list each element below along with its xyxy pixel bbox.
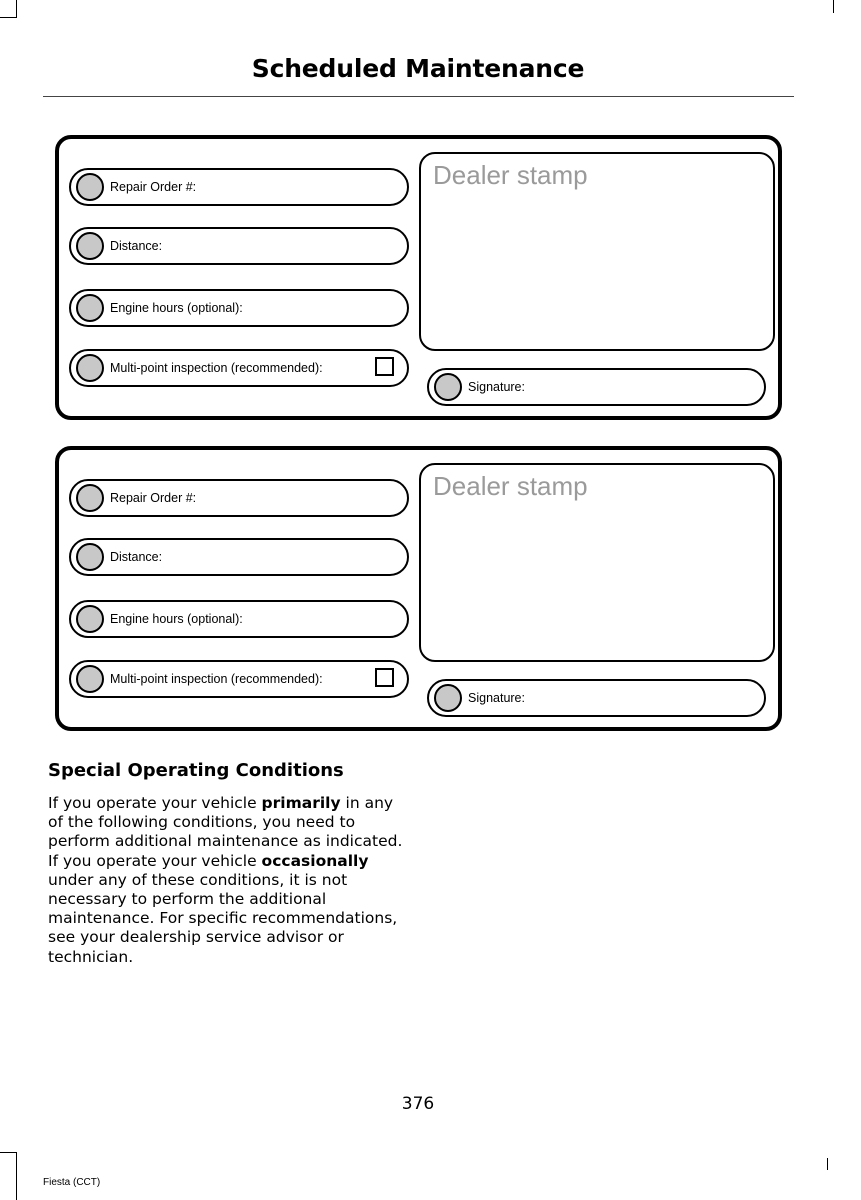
bullet-circle-icon [76, 173, 104, 201]
paragraph-text: in any of the following conditions, you need to perform additional maintenance as indicated. If you operate your vehicle [48, 794, 403, 870]
engine-hours-field[interactable] [69, 600, 409, 638]
footer-label: Fiesta (CCT) [43, 1177, 101, 1188]
maintenance-record-card [55, 446, 782, 731]
crop-mark-top-left-horizontal [0, 17, 17, 18]
page-title: Scheduled Maintenance [251, 54, 585, 83]
bullet-circle-icon [434, 373, 462, 401]
engine-hours-label: Engine hours (optional): [110, 301, 243, 315]
dealer-stamp-box [419, 152, 775, 351]
repair-order-field[interactable] [69, 479, 409, 517]
inspection-checkbox[interactable] [375, 668, 394, 687]
bullet-circle-icon [76, 665, 104, 693]
bullet-circle-icon [76, 484, 104, 512]
inspection-checkbox[interactable] [375, 357, 394, 376]
emphasis-primarily: primarily [261, 794, 341, 812]
multi-point-inspection-label: Multi-point inspection (recommended): [110, 361, 323, 375]
crop-mark-top-right [833, 0, 834, 13]
repair-order-label: Repair Order #: [110, 180, 197, 194]
section-heading: Special Operating Conditions [48, 760, 344, 781]
bullet-circle-icon [76, 232, 104, 260]
bullet-circle-icon [434, 684, 462, 712]
multi-point-inspection-field [69, 349, 409, 387]
crop-mark-bottom-left [16, 1152, 17, 1200]
section-paragraph [48, 794, 408, 967]
crop-mark-bottom-left-horizontal [0, 1152, 17, 1153]
distance-field[interactable] [69, 538, 409, 576]
crop-mark-bottom-right [827, 1158, 828, 1170]
emphasis-occasionally: occasionally [261, 851, 369, 870]
page-number: 376 [401, 1094, 435, 1114]
distance-field[interactable] [69, 227, 409, 265]
paragraph-text: If you operate your vehicle [48, 794, 262, 812]
maintenance-record-card [55, 135, 782, 420]
distance-label: Distance: [110, 550, 163, 564]
multi-point-inspection-label: Multi-point inspection (recommended): [110, 672, 323, 686]
bullet-circle-icon [76, 605, 104, 633]
signature-field[interactable] [427, 679, 766, 717]
distance-label: Distance: [110, 239, 163, 253]
signature-label: Signature: [468, 380, 525, 394]
bullet-circle-icon [76, 354, 104, 382]
dealer-stamp-label: Dealer stamp [433, 471, 588, 501]
dealer-stamp-label: Dealer stamp [433, 160, 588, 190]
crop-mark-top-left [16, 0, 17, 18]
title-divider [43, 96, 794, 97]
dealer-stamp-box [419, 463, 775, 662]
engine-hours-field[interactable] [69, 289, 409, 327]
repair-order-label: Repair Order #: [110, 491, 197, 505]
signature-field[interactable] [427, 368, 766, 406]
bullet-circle-icon [76, 543, 104, 571]
engine-hours-label: Engine hours (optional): [110, 612, 243, 626]
paragraph-text: under any of these conditions, it is not necessary to perform the additional maintenance. For specific recommendations, see your dealership service advisor or technician. [48, 870, 398, 966]
multi-point-inspection-field [69, 660, 409, 698]
repair-order-field[interactable] [69, 168, 409, 206]
signature-label: Signature: [468, 691, 525, 705]
bullet-circle-icon [76, 294, 104, 322]
